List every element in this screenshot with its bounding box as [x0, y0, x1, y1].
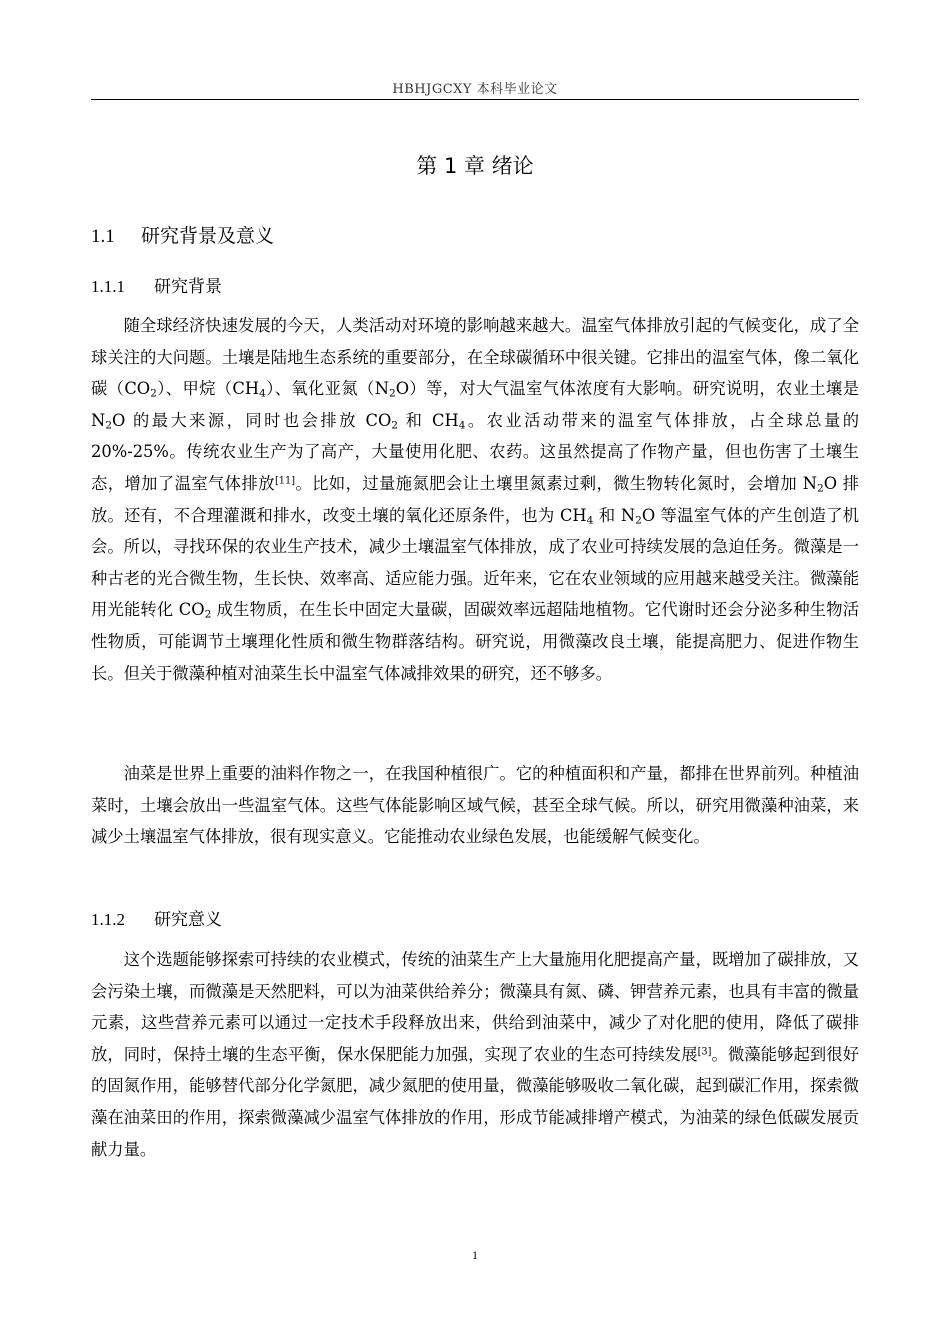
header-rule — [91, 99, 859, 100]
citation: [3] — [697, 1046, 712, 1058]
paragraph-background-1: 随全球经济快速发展的今天，人类活动对环境的影响越来越大。温室气体排放引起的气候变化，成了全球关注的大问题。土壤是陆地生态系统的重要部分，在全球碳循环中很关键。它排出的温室气体，像二氧化碳$(CO_2)$、甲烷$(CH_4)$、氧化亚氮$(N_2O)$等，对大气温室气体浓度有大影响。研究说明，农业土壤是 $N_2O$ 的最大来源，同时也会排放 $CO_2$ 和 $CH_4$。农业活动带来的温室气体排放，占全球总量的 20%-25%。传统农业生产为了高产，大量使用化肥、农药。这虽然提高了作物产量，但也伤害了土壤生态，增加了温室气体排放[11]。比如，过量施氮肥会让土壤里氮素过剩，微生物转化氮时，会增加 $N_2O$ 排放。还有，不合理灌溉和排水，改变土壤的氧化还原条件，也为 $CH_4$ 和 $N_2O$ 等温室气体的产生创造了机会。所以，寻找环保的农业生产技术，减少土壤温室气体排放，成了农业可持续发展的急迫任务。微藻是一种古老的光合微生物，生长快、效率高、适应能力强。近年来，它在农业领域的应用越来越受关注。微藻能用光能转化 $CO_2$ 成生物质，在生长中固定大量碳，固碳效率远超陆地植物。它代谢时还会分泌多种生物活性物质，可能调节土壤理化性质和微生物群落结构。研究说，用微藻改良土壤，能提高肥力、促进作物生长。但关于微藻种植对油菜生长中温室气体减排效果的研究，还不够多。 — [91, 316, 860, 683]
chapter-title: 第 1 章 绪论 — [416, 154, 534, 178]
citation: [11] — [274, 475, 295, 487]
section-title: 研究意义 — [154, 910, 222, 930]
section-title: 研究背景及意义 — [141, 225, 275, 247]
running-header: HBHJGCXY 本科毕业论文 — [392, 82, 558, 97]
section-heading-1-1-2 — [91, 905, 222, 930]
section-heading-1-1 — [91, 221, 274, 248]
section-number: 1.1.2 — [91, 910, 125, 929]
section-heading-1-1-1 — [91, 272, 222, 297]
page-number: 1 — [472, 1248, 478, 1262]
section-number: 1.1 — [91, 226, 115, 247]
paragraph-background-2: 油菜是世界上重要的油料作物之一，在我国种植很广。它的种植面积和产量，都排在世界前列。种植油菜时，土壤会放出一些温室气体。这些气体能影响区域气候，甚至全球气候。所以，研究用微藻种油菜，来减少土壤温室气体排放，很有现实意义。它能推动农业绿色发展，也能缓解气候变化。 — [91, 764, 859, 847]
section-title: 研究背景 — [154, 277, 222, 297]
paragraph-significance: 这个选题能够探索可持续的农业模式，传统的油菜生产上大量施用化肥提高产量，既增加了碳排放，又会污染土壤，而微藻是天然肥料，可以为油菜供给养分；微藻具有氮、磷、钾营养元素，也具有丰富的微量元素，这些营养元素可以通过一定技术手段释放出来，供给到油菜中，减少了对化肥的使用，降低了碳排放，同时，保持土壤的生态平衡，保水保肥能力加强，实现了农业的生态可持续发展[3]。微藻能够起到很好的固氮作用，能够替代部分化学氮肥，减少氮肥的使用量，微藻能够吸收二氧化碳，起到碳汇作用，探索微藻在油菜田的作用，探索微藻减少温室气体排放的作用，形成节能减排增产模式，为油菜的绿色低碳发展贡献力量。 — [91, 950, 859, 1159]
section-number: 1.1.1 — [91, 277, 125, 296]
